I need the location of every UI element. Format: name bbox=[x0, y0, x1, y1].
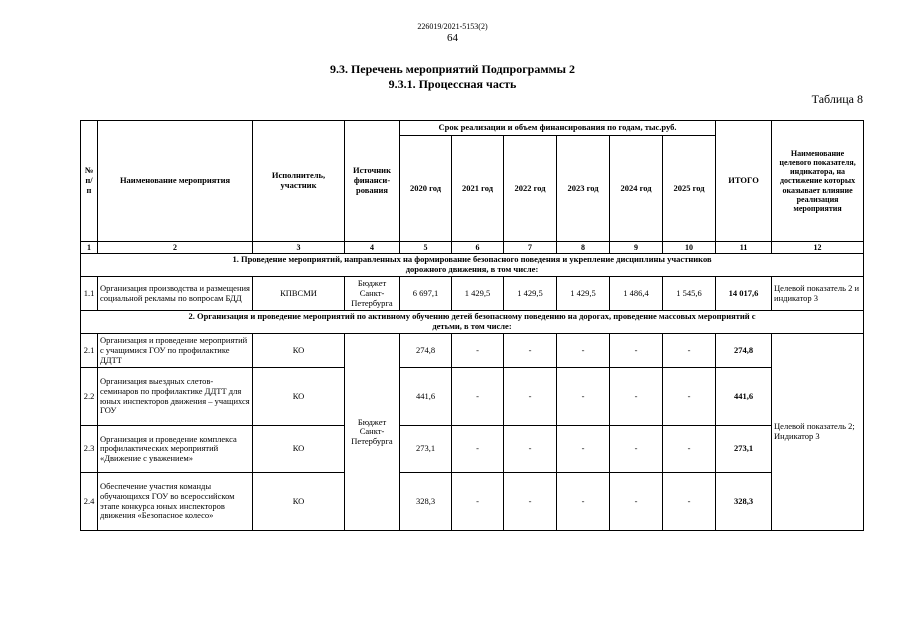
row-executor: КО bbox=[253, 334, 345, 368]
row-name: Организация выездных слетов-семинаров по профилактике ДДТТ для юных инспекторов движения – учащихся ГОУ bbox=[98, 368, 253, 426]
row-value-2024: - bbox=[610, 334, 663, 368]
shared-indicator: Целевой показатель 2; Индикатор 3 bbox=[772, 334, 864, 531]
section-1-row bbox=[81, 254, 864, 277]
row-value-2021: - bbox=[452, 426, 504, 473]
row-value-2020: 6 697,1 bbox=[400, 277, 452, 311]
section-1-heading: 1. Проведение мероприятий, направленных на формирование безопасного поведения и укрепление дисциплины участников дорожного движения, в том числе: bbox=[81, 254, 864, 277]
header-year: 2025 год bbox=[663, 136, 716, 242]
section-2-row bbox=[81, 311, 864, 334]
row-num: 2.3 bbox=[81, 426, 98, 473]
row-value-2020: 328,3 bbox=[400, 473, 452, 531]
shared-source: Бюджет Санкт-Петербурга bbox=[345, 334, 400, 531]
column-number: 9 bbox=[610, 242, 663, 254]
column-number: 3 bbox=[253, 242, 345, 254]
row-num: 2.4 bbox=[81, 473, 98, 531]
header-name: Наименование мероприятия bbox=[98, 121, 253, 242]
row-value-2025: - bbox=[663, 334, 716, 368]
row-indicator: Целевой показатель 2 и индикатор 3 bbox=[772, 277, 864, 311]
column-number: 2 bbox=[98, 242, 253, 254]
row-value-2025: - bbox=[663, 426, 716, 473]
header-source: Источник финанси-рования bbox=[345, 121, 400, 242]
row-source: Бюджет Санкт-Петербурга bbox=[345, 277, 400, 311]
row-value-2024: - bbox=[610, 426, 663, 473]
row-value-2023: 1 429,5 bbox=[557, 277, 610, 311]
row-total: 328,3 bbox=[716, 473, 772, 531]
row-executor: КО bbox=[253, 426, 345, 473]
header-year: 2024 год bbox=[610, 136, 663, 242]
row-name: Обеспечение участия команды обучающихся ГОУ во всероссийском этапе конкурса юных инспекторов движения «Безопасное колесо» bbox=[98, 473, 253, 531]
row-value-2024: - bbox=[610, 368, 663, 426]
row-value-2020: 441,6 bbox=[400, 368, 452, 426]
row-value-2022: - bbox=[504, 473, 557, 531]
column-number: 11 bbox=[716, 242, 772, 254]
row-value-2025: 1 545,6 bbox=[663, 277, 716, 311]
row-total: 14 017,6 bbox=[716, 277, 772, 311]
row-value-2023: - bbox=[557, 426, 610, 473]
column-number: 5 bbox=[400, 242, 452, 254]
header-period-group: Срок реализации и объем финансирования по годам, тыс.руб. bbox=[400, 121, 716, 136]
row-name: Организация производства и размещения социальной рекламы по вопросам БДД bbox=[98, 277, 253, 311]
header-year: 2023 год bbox=[557, 136, 610, 242]
row-num: 2.2 bbox=[81, 368, 98, 426]
row-value-2021: 1 429,5 bbox=[452, 277, 504, 311]
row-name: Организация и проведение комплекса профилактических мероприятий «Движение с уважением» bbox=[98, 426, 253, 473]
row-value-2020: 273,1 bbox=[400, 426, 452, 473]
table-row-2-2 bbox=[81, 368, 864, 426]
header-year: 2021 год bbox=[452, 136, 504, 242]
header-total: ИТОГО bbox=[716, 121, 772, 242]
row-value-2023: - bbox=[557, 368, 610, 426]
row-value-2021: - bbox=[452, 473, 504, 531]
column-number: 8 bbox=[557, 242, 610, 254]
header-num: № п/п bbox=[81, 121, 98, 242]
row-executor: КО bbox=[253, 368, 345, 426]
row-value-2021: - bbox=[452, 368, 504, 426]
row-value-2022: - bbox=[504, 334, 557, 368]
row-value-2023: - bbox=[557, 334, 610, 368]
row-num: 2.1 bbox=[81, 334, 98, 368]
header-indicator: Наименование целевого показателя, индикатора, на достижение которых оказывает влияние реализация мероприятия bbox=[772, 121, 864, 242]
row-value-2022: - bbox=[504, 426, 557, 473]
row-total: 273,1 bbox=[716, 426, 772, 473]
table-row-2-1 bbox=[81, 334, 864, 368]
column-number-row bbox=[81, 242, 864, 254]
row-executor: КО bbox=[253, 473, 345, 531]
table-label: Таблица 8 bbox=[811, 92, 863, 106]
header-row-1 bbox=[81, 121, 864, 136]
document-code: 226019/2021-5153(2) bbox=[417, 22, 488, 31]
row-value-2022: 1 429,5 bbox=[504, 277, 557, 311]
row-name: Организация и проведение мероприятий с учащимися ГОУ по профилактике ДДТТ bbox=[98, 334, 253, 368]
row-value-2022: - bbox=[504, 368, 557, 426]
table-row-2-3 bbox=[81, 426, 864, 473]
column-number: 4 bbox=[345, 242, 400, 254]
column-number: 12 bbox=[772, 242, 864, 254]
row-total: 274,8 bbox=[716, 334, 772, 368]
row-value-2024: 1 486,4 bbox=[610, 277, 663, 311]
section-title: 9.3. Перечень мероприятий Подпрограммы 2 bbox=[329, 62, 576, 76]
header-executor: Исполнитель, участник bbox=[253, 121, 345, 242]
measures-table bbox=[80, 120, 864, 531]
row-total: 441,6 bbox=[716, 368, 772, 426]
row-value-2025: - bbox=[663, 473, 716, 531]
subsection-title: 9.3.1. Процессная часть bbox=[388, 77, 517, 91]
table-row-1-1 bbox=[81, 277, 864, 311]
header-year: 2022 год bbox=[504, 136, 557, 242]
column-number: 1 bbox=[81, 242, 98, 254]
header-year: 2020 год bbox=[400, 136, 452, 242]
section-2-heading: 2. Организация и проведение мероприятий по активному обучению детей безопасному поведению на дорогах, проведение массовых мероприятий с детьми, в том числе: bbox=[81, 311, 864, 334]
column-number: 7 bbox=[504, 242, 557, 254]
row-value-2020: 274,8 bbox=[400, 334, 452, 368]
row-value-2023: - bbox=[557, 473, 610, 531]
column-number: 6 bbox=[452, 242, 504, 254]
column-number: 10 bbox=[663, 242, 716, 254]
row-value-2021: - bbox=[452, 334, 504, 368]
row-value-2024: - bbox=[610, 473, 663, 531]
table-row-2-4 bbox=[81, 473, 864, 531]
page-number: 64 bbox=[447, 32, 458, 44]
row-executor: КПВСМИ bbox=[253, 277, 345, 311]
row-num: 1.1 bbox=[81, 277, 98, 311]
row-value-2025: - bbox=[663, 368, 716, 426]
